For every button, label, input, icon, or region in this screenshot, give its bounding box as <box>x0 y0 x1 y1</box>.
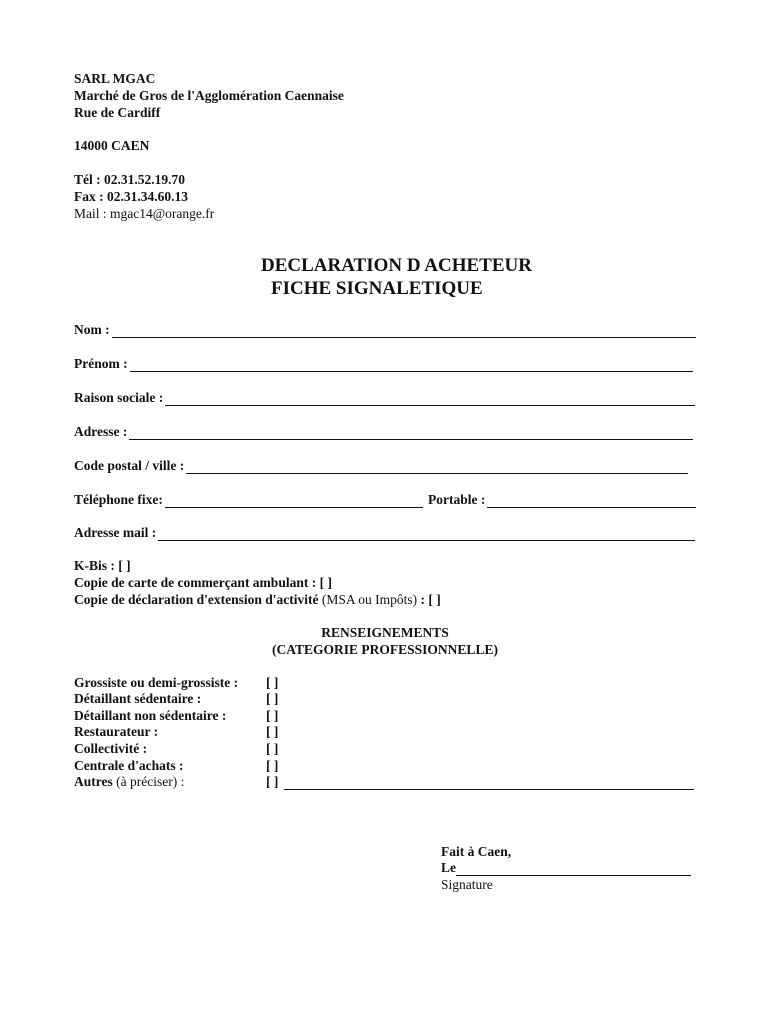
date-label: Le <box>441 860 456 875</box>
adresse-mail-label: Adresse mail : <box>74 525 157 540</box>
detaillant-sedentaire-label: Détaillant sédentaire : <box>74 691 202 706</box>
adresse-mail-field[interactable] <box>74 523 695 541</box>
copie-declaration-checkbox[interactable] <box>74 591 441 608</box>
detaillant-non-sedentaire-label: Détaillant non sédentaire : <box>74 708 227 723</box>
code-postal-label: Code postal / ville : <box>74 458 185 473</box>
adresse-line[interactable] <box>129 425 693 440</box>
fait-a-caen: Fait à Caen, <box>441 844 512 859</box>
portable-line[interactable] <box>487 493 696 508</box>
adresse-mail-line[interactable] <box>158 526 695 541</box>
detaillant-sedentaire-checkbox[interactable]: [ ] <box>266 691 279 706</box>
company-mail: Mail : mgac14@orange.fr <box>74 206 215 221</box>
adresse-label: Adresse : <box>74 424 128 439</box>
company-name: SARL MGAC <box>74 71 156 86</box>
raison-sociale-label: Raison sociale : <box>74 390 164 405</box>
copie-declaration-box[interactable]: : [ ] <box>420 592 441 607</box>
signature-label: Signature <box>441 877 493 892</box>
portable-field[interactable] <box>428 490 696 508</box>
telephone-line[interactable] <box>165 493 423 508</box>
company-city: 14000 CAEN <box>74 138 150 153</box>
date-line[interactable] <box>456 861 691 876</box>
autres-note: (à préciser) : <box>116 774 185 789</box>
copie-carte-checkbox[interactable]: Copie de carte de commerçant ambulant : [ ] <box>74 575 332 590</box>
form-title: DECLARATION D ACHETEUR <box>261 255 532 276</box>
raison-sociale-line[interactable] <box>165 391 695 406</box>
date-field[interactable] <box>441 859 691 876</box>
company-subtitle: Marché de Gros de l'Agglomération Caennaise <box>74 88 344 103</box>
centrale-checkbox[interactable]: [ ] <box>266 758 279 773</box>
autres-field[interactable] <box>266 773 694 790</box>
categorie-title: (CATEGORIE PROFESSIONNELLE) <box>272 642 498 657</box>
code-postal-line[interactable] <box>186 459 688 474</box>
code-postal-field[interactable] <box>74 456 688 474</box>
copie-declaration-label: Copie de déclaration d'extension d'activité <box>74 592 319 607</box>
grossiste-checkbox[interactable]: [ ] <box>266 675 279 690</box>
kbis-checkbox[interactable]: K-Bis : [ ] <box>74 558 131 573</box>
company-tel: Tél : 02.31.52.19.70 <box>74 172 185 187</box>
collectivite-checkbox[interactable]: [ ] <box>266 741 279 756</box>
renseignements-title: RENSEIGNEMENTS <box>321 625 449 640</box>
nom-field[interactable] <box>74 320 696 338</box>
raison-sociale-field[interactable] <box>74 388 695 406</box>
telephone-label: Téléphone fixe: <box>74 492 163 507</box>
company-street: Rue de Cardiff <box>74 105 161 120</box>
prenom-line[interactable] <box>130 357 693 372</box>
autres-checkbox[interactable]: [ ] <box>266 774 279 789</box>
detaillant-non-sedentaire-checkbox[interactable]: [ ] <box>266 708 279 723</box>
autres-text: Autres <box>74 774 113 789</box>
restaurateur-label: Restaurateur : <box>74 724 159 739</box>
adresse-field[interactable] <box>74 422 693 440</box>
form-subtitle: FICHE SIGNALETIQUE <box>271 278 483 299</box>
restaurateur-checkbox[interactable]: [ ] <box>266 724 279 739</box>
prenom-label: Prénom : <box>74 356 128 371</box>
grossiste-label: Grossiste ou demi-grossiste : <box>74 675 239 690</box>
portable-label: Portable : <box>428 492 486 507</box>
centrale-label: Centrale d'achats : <box>74 758 184 773</box>
prenom-field[interactable] <box>74 354 693 372</box>
copie-declaration-note: (MSA ou Impôts) <box>321 592 418 607</box>
telephone-field[interactable] <box>74 490 423 508</box>
collectivite-label: Collectivité : <box>74 741 148 756</box>
company-fax: Fax : 02.31.34.60.13 <box>74 189 188 204</box>
nom-line[interactable] <box>112 323 696 338</box>
autres-line[interactable] <box>284 775 694 790</box>
nom-label: Nom : <box>74 322 110 337</box>
autres-label <box>74 774 184 790</box>
